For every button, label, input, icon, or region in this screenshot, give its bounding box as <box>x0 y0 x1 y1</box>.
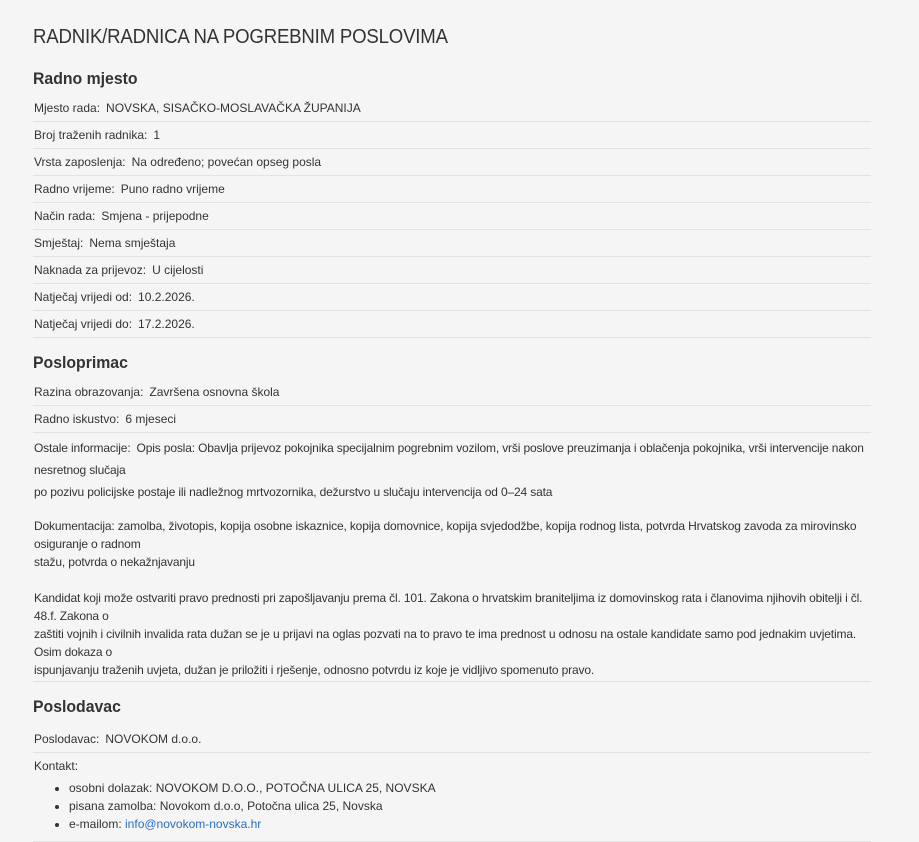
contact-list <box>34 779 871 833</box>
row-value: Završena osnovna škola <box>149 385 280 399</box>
opis-line: po pozivu policijske postaje ili nadležnog mrtvozornika, dežurstvo u slučaju intervencija od 0–24 sata <box>34 485 553 499</box>
contact-item-email <box>69 815 871 833</box>
info-row <box>33 311 871 338</box>
info-row <box>33 176 871 203</box>
email-link[interactable]: info@novokom-novska.hr <box>125 817 262 831</box>
info-row <box>33 122 871 149</box>
contact-row <box>33 753 871 842</box>
row-value: 6 mjeseci <box>125 412 177 426</box>
info-row <box>33 284 871 311</box>
info-row <box>33 230 871 257</box>
info-row <box>33 257 871 284</box>
kandidat-line: zaštiti vojnih i civilnih invalida rata dužan se je u prijavi na oglas pozvati na to pravo te ima prednost u odnosu na ostale kandidate samo pod jednakim uvjetima. Osim dokaza o <box>34 627 857 659</box>
info-row <box>33 203 871 230</box>
kandidat-line: Kandidat koji može ostvariti pravo prednosti pri zapošljavanju prema čl. 101. Zakona o hrvatskim braniteljima iz domovinskog rata i članovima njihovih obitelji i čl. 48.f. Zakona o <box>34 591 863 623</box>
info-row <box>33 726 871 753</box>
row-label: Mjesto rada: <box>34 101 101 115</box>
opis-line: Opis posla: Obavlja prijevoz pokojnika specijalnim pogrebnim vozilom, vrši poslove preuzimanja i oblačenja pokojnika, vrši intervencije nakon nesretnog slučaja <box>34 441 864 477</box>
info-row <box>33 149 871 176</box>
row-value: Na određeno; povećan opseg posla <box>131 155 322 169</box>
row-label: Način rada: <box>34 209 96 223</box>
row-label: Ostale informacije: <box>34 441 131 455</box>
info-row-ostale <box>33 433 871 682</box>
section-heading: Poslodavac <box>33 697 121 716</box>
row-value: 17.2.2026. <box>138 317 195 331</box>
row-value: Smjena - prijepodne <box>101 209 209 223</box>
row-label: Radno vrijeme: <box>34 182 115 196</box>
kandidat-line: ispunjavanju traženih uvjeta, dužan je priložiti i rješenje, odnosno potvrdu iz koje je vidljivo spomenuto pravo. <box>34 663 595 677</box>
row-value: Nema smještaja <box>89 236 176 250</box>
row-value: U cijelosti <box>152 263 204 277</box>
row-label: Natječaj vrijedi od: <box>34 290 133 304</box>
section-heading: Radno mjesto <box>33 69 138 88</box>
row-label: Vrsta zaposlenja: <box>34 155 126 169</box>
row-label: Broj traženih radnika: <box>34 128 148 142</box>
row-value: 1 <box>153 128 161 142</box>
dokumentacija-line: Dokumentacija: zamolba, životopis, kopija osobne iskaznice, kopija domovnice, kopija svjedodžbe, kopija rodnog lista, potvrda Hrvatskog zavoda za mirovinsko osiguranje o radnom <box>34 519 857 551</box>
row-value: NOVSKA, SISAČKO-MOSLAVAČKA ŽUPANIJA <box>106 101 361 115</box>
section-heading: Posloprimac <box>33 353 128 372</box>
contact-item: • osobni dolazak: NOVOKOM D.O.O., POTOČNA ULICA 25, NOVSKA <box>69 779 871 797</box>
row-label: Naknada za prijevoz: <box>34 263 147 277</box>
contact-item: • pisana zamolba: Novokom d.o.o, Potočna ulica 25, Novska <box>69 797 871 815</box>
row-value: 10.2.2026. <box>138 290 195 304</box>
dokumentacija-line: stažu, potvrda o nekažnjavanju <box>34 555 195 569</box>
section-radno-mjesto <box>33 68 871 338</box>
row-value: NOVOKOM d.o.o. <box>105 732 202 746</box>
info-row <box>33 406 871 433</box>
page-title: RADNIK/RADNICA NA POGREBNIM POSLOVIMA <box>33 26 448 48</box>
email-prefix: e-mailom: <box>69 817 126 831</box>
row-label: Smještaj: <box>34 236 84 250</box>
contact-label: Kontakt: <box>34 759 79 773</box>
row-label: Razina obrazovanja: <box>34 385 144 399</box>
row-label: Natječaj vrijedi do: <box>34 317 133 331</box>
row-label: Poslodavac: <box>34 732 100 746</box>
row-label: Radno iskustvo: <box>34 412 120 426</box>
info-row <box>33 379 871 406</box>
row-value: Puno radno vrijeme <box>120 182 225 196</box>
info-row <box>33 95 871 122</box>
section-poslodavac <box>33 696 871 842</box>
section-posloprimac <box>33 352 871 682</box>
